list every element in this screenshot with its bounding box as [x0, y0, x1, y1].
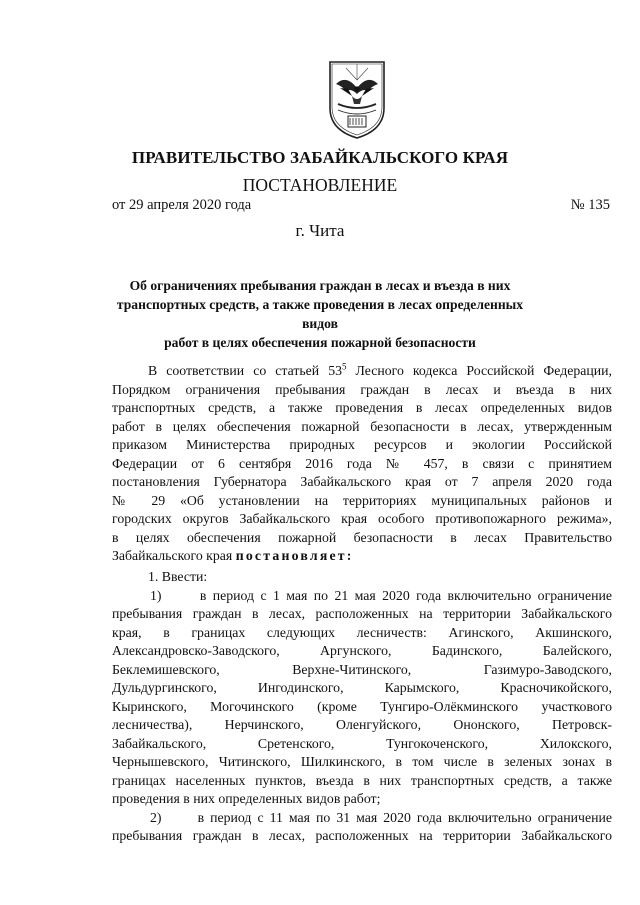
list-item-line: Забайкальского, Сретенского, Тунгокоченского, Хилокского, [112, 735, 612, 751]
list-item-line: проведения в них определенных видов работ; [112, 791, 381, 806]
list-item-line: лесничества), Нерчинского, Оленгуйского, Ононского, Петровск- [112, 717, 612, 732]
document-type: ПОСТАНОВЛЕНИЕ [242, 175, 398, 195]
section-1 [112, 568, 612, 846]
list-marker: 1) [150, 587, 162, 603]
preamble-line: работ в целях обеспечения пожарной безопасности в лесах, утвержденным [112, 418, 612, 434]
document-number: № 135 [570, 197, 610, 213]
preamble-paragraph [112, 362, 612, 566]
list-marker: 2) [150, 809, 162, 825]
list-item-1-first-line: 1) в период с 1 мая по 21 мая 2020 года включительно ограничение [150, 587, 612, 603]
document-city: г. Чита [295, 221, 345, 240]
preamble-line: В соответствии со статьей $53^5$ Лесного кодекса Российской Федерации, [148, 362, 612, 378]
preamble-line: № 29 «Об установлении на территориях муниципальных районов и [112, 492, 612, 508]
preamble-line: Федерации от 6 сентября 2016 года № 457, в связи с принятием [112, 455, 612, 471]
list-item-line: Дульдургинского, Ингодинского, Карымского, Красночикойского, [112, 680, 612, 695]
preamble-line: Порядком ограничения пребывания граждан в лесах и въезда в них [112, 381, 612, 397]
coat-of-arms-icon [326, 58, 388, 140]
preamble-line: постановления Губернатора Забайкальского края от 7 апреля 2020 года [112, 474, 612, 489]
list-item-line: границах населенных пунктов, въезда в них транспортных средств, а также [112, 772, 612, 788]
preamble-line: в целях обеспечения пожарной безопасности в лесах Правительство [112, 529, 612, 545]
list-item-line: Александровско-Заводского, Аргунского, Бадинского, Балейского, [112, 643, 612, 658]
list-item-line: пребывания граждан в лесах, расположенных на территории Забайкальского [112, 606, 612, 621]
section-title: 1. Ввести: [148, 569, 208, 584]
preamble-line: приказом Министерства природных ресурсов и экологии Российской [112, 437, 612, 452]
heading-line: транспортных средств, а также проведения в лесах определенных видов [116, 297, 524, 331]
preamble-line: городских округов Забайкальского края особого противопожарного режима», [112, 511, 612, 526]
list-item-line: Чернышевского, Читинского, Шилкинского, в том числе в зеленых зонах в [112, 754, 612, 769]
list-item-line: пребывания граждан в лесах, расположенных на территории Забайкальского [112, 828, 612, 843]
superscript: 5 [342, 362, 347, 372]
list-item-line: Беклемишевского, Верхне-Читинского, Газимуро-Заводского, [112, 661, 612, 677]
resolution-word: постановляет: [235, 548, 354, 563]
document-date: от 29 апреля 2020 года [112, 197, 252, 213]
document-heading [100, 276, 540, 352]
list-item-line: края, в границах следующих лесничеств: Агинского, Акшинского, [112, 624, 612, 640]
preamble-line: транспортных средств, а также проведения в лесах определенных видов [112, 400, 612, 415]
heading-line: Об ограничениях пребывания граждан в лесах и въезда в них [129, 278, 511, 293]
heading-line: работ в целях обеспечения пожарной безопасности [164, 335, 476, 350]
preamble-line: Забайкальского края постановляет: [112, 548, 354, 563]
list-item-line: Кыринского, Могочинского (кроме Тунгиро-Олёкминского участкового [112, 698, 612, 714]
government-name: ПРАВИТЕЛЬСТВО ЗАБАЙКАЛЬСКОГО КРАЯ [131, 148, 509, 167]
list-item-2-first-line: 2) в период с 11 мая по 31 мая 2020 года включительно ограничение [150, 809, 612, 825]
